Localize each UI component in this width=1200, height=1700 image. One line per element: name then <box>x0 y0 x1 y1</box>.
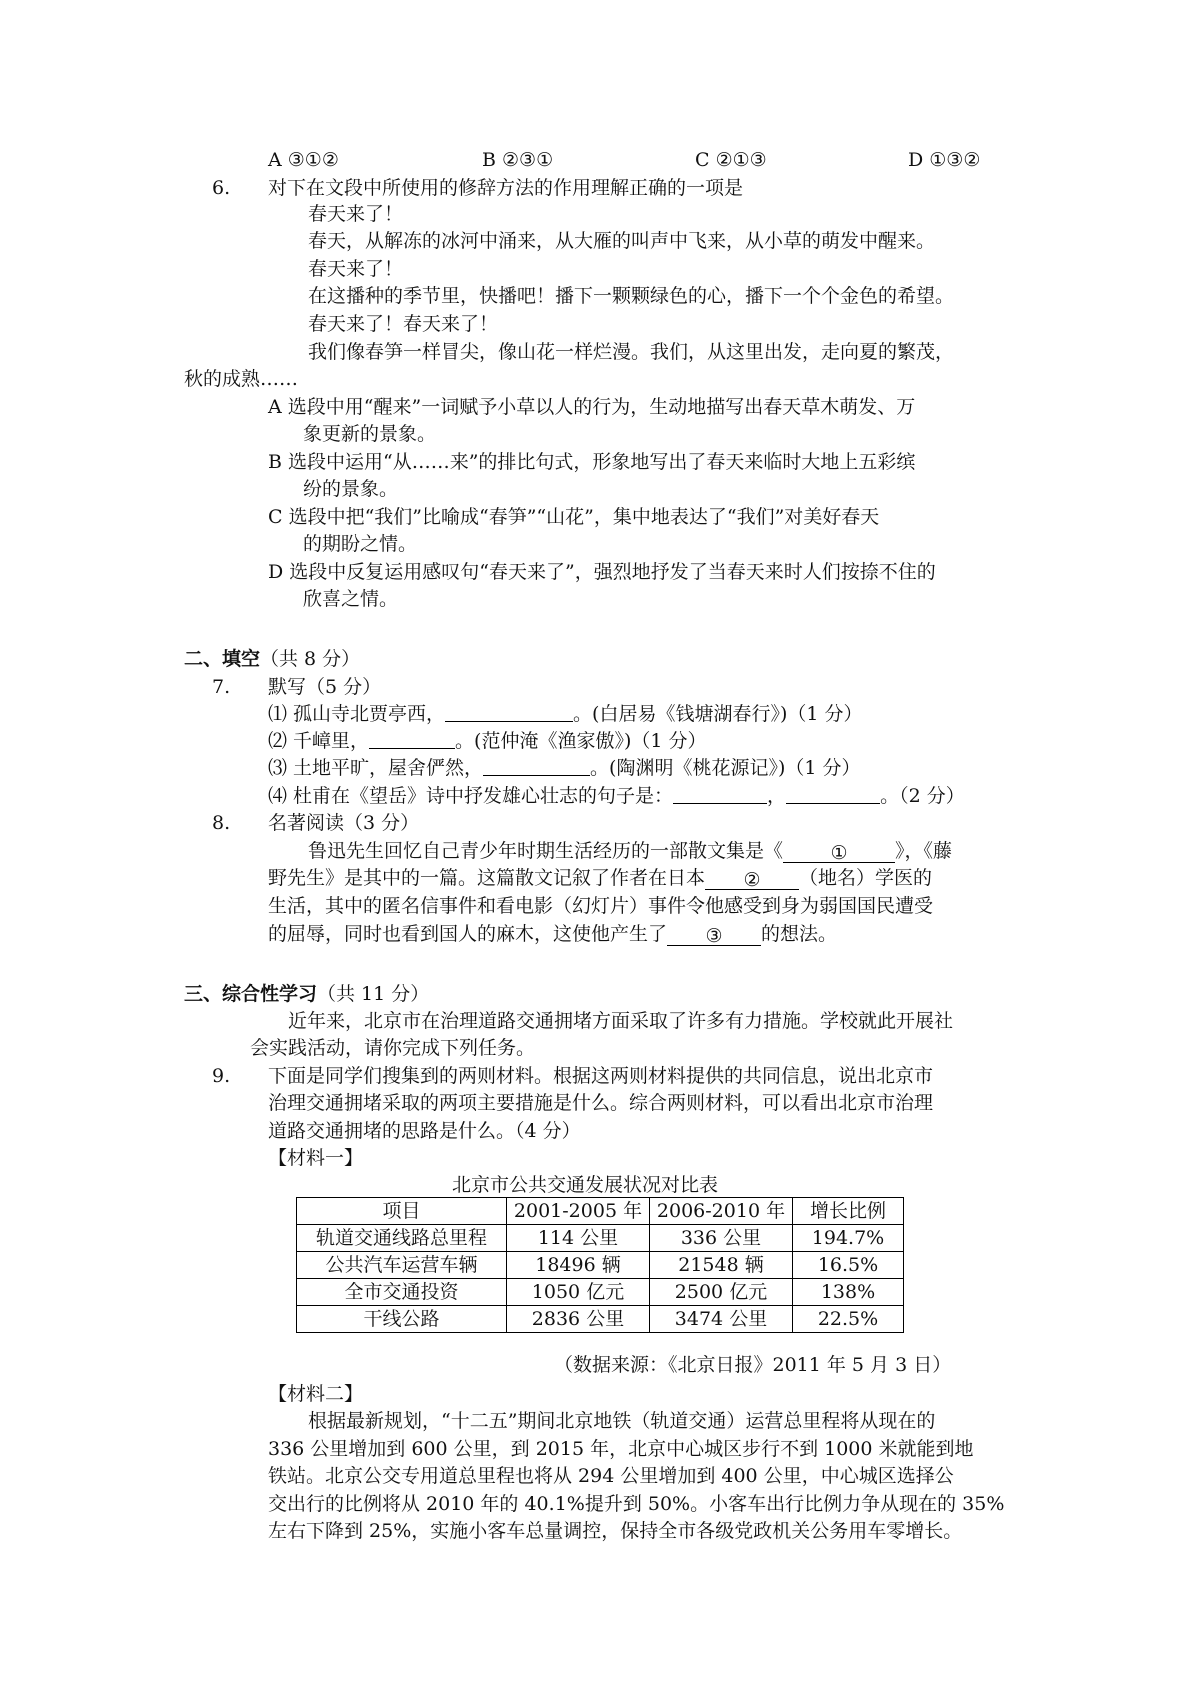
table-cell: 轨道交通线路总里程 <box>297 1225 507 1252</box>
table-cell: 2500 亿元 <box>650 1279 793 1306</box>
table-cell: 公共汽车运营车辆 <box>297 1252 507 1279</box>
q7-item <box>268 701 863 728</box>
table-source: （数据来源：《北京日报》2011 年 5 月 3 日） <box>554 1354 952 1376</box>
q7-item-source: 。(白居易《钱塘湖春行》)（1 分） <box>573 703 863 725</box>
q6-option-d-cont: 欣喜之情。 <box>303 588 399 610</box>
q7-label: 默写（5 分） <box>268 676 382 698</box>
section3-heading <box>184 981 429 1008</box>
q8-text: 野先生》是其中的一篇。这篇散文记叙了作者在日本 <box>268 867 706 889</box>
section3-title: 三、综合性学习 <box>184 983 318 1005</box>
table-cell: 22.5% <box>793 1306 904 1333</box>
table-header-cell: 项目 <box>297 1198 507 1225</box>
q5-option-a: A ③①② <box>268 149 339 171</box>
material2-label: 【材料二】 <box>268 1383 364 1405</box>
q6-passage-line: 在这播种的季节里，快播吧！播下一颗颗绿色的心，播下一个个金色的希望。 <box>308 285 955 307</box>
q6-passage-line: 春天来了！春天来了！ <box>308 313 499 335</box>
q7-item-text: ⑶ 土地平旷，屋舍俨然， <box>268 757 484 779</box>
table-cell: 3474 公里 <box>650 1306 793 1333</box>
table-cell: 18496 辆 <box>507 1252 650 1279</box>
q7-item-text: ⑴ 孤山寺北贾亭西， <box>268 703 446 725</box>
q7-item <box>268 728 707 755</box>
answer-blank[interactable] <box>483 755 590 776</box>
transport-comparison-table <box>296 1197 904 1333</box>
q5-option-c: C ②①③ <box>695 149 767 171</box>
q9-number: 9. <box>212 1065 231 1087</box>
section3-intro: 会实践活动，请你完成下列任务。 <box>250 1037 536 1059</box>
table-cell: 干线公路 <box>297 1306 507 1333</box>
q8-text-line: 生活，其中的匿名信事件和看电影（幻灯片）事件令他感受到身为弱国国民遭受 <box>268 895 934 917</box>
table-cell: 2836 公里 <box>507 1306 650 1333</box>
q7-item-source: 。(范仲淹《渔家傲》)（1 分） <box>455 730 707 752</box>
q8-number: 8. <box>212 812 231 834</box>
material1-label: 【材料一】 <box>268 1147 364 1169</box>
answer-blank[interactable] <box>786 783 880 804</box>
q8-text-line <box>308 838 952 865</box>
q9-text: 下面是同学们搜集到的两则材料。根据这两则材料提供的共同信息，说出北京市 <box>268 1065 934 1087</box>
q6-stem: 对下在文段中所使用的修辞方法的作用理解正确的一项是 <box>268 177 744 199</box>
material2-text: 铁站。北京公交专用道总里程也将从 294 公里增加到 400 公里，中心城区选择公 <box>268 1465 954 1487</box>
q7-item-text: ⑵ 千嶂里， <box>268 730 370 752</box>
q6-option-b-cont: 纷的景象。 <box>303 478 399 500</box>
table-cell: 194.7% <box>793 1225 904 1252</box>
table-header-cell: 增长比例 <box>793 1198 904 1225</box>
table-row <box>297 1225 904 1252</box>
q7-item <box>268 783 965 810</box>
table-cell: 138% <box>793 1279 904 1306</box>
table-cell: 114 公里 <box>507 1225 650 1252</box>
q6-passage-line: 春天来了！ <box>308 258 404 280</box>
table-cell: 1050 亿元 <box>507 1279 650 1306</box>
q6-option-b: B 选段中运用“从……来”的排比句式，形象地写出了春天来临时大地上五彩缤 <box>268 451 916 473</box>
q6-passage-line: 秋的成熟…… <box>184 368 299 390</box>
section2-score: （共 8 分） <box>260 648 361 670</box>
answer-blank-2[interactable]: ② <box>705 869 799 890</box>
table-cell: 16.5% <box>793 1252 904 1279</box>
q6-option-a: A 选段中用“醒来”一词赋予小草以人的行为，生动地描写出春天草木萌发、万 <box>268 396 916 418</box>
q7-item-separator: ， <box>767 785 787 807</box>
material2-text: 336 公里增加到 600 公里，到 2015 年，北京中心城区步行不到 1000 米就能到地 <box>268 1438 974 1460</box>
material2-text: 交出行的比例将从 2010 年的 40.1%提升到 50%。小客车出行比例力争从现在的 35% <box>268 1493 1005 1515</box>
q6-option-c-cont: 的期盼之情。 <box>303 533 418 555</box>
q6-passage-line: 春天，从解冻的冰河中涌来，从大雁的叫声中飞来，从小草的萌发中醒来。 <box>308 230 936 252</box>
q7-item-text: ⑷ 杜甫在《望岳》诗中抒发雄心壮志的句子是： <box>268 785 674 807</box>
q8-text: 的屈辱，同时也看到国人的麻木，这使他产生了 <box>268 923 668 945</box>
q9-text: 治理交通拥堵采取的两项主要措施是什么。综合两则材料，可以看出北京市治理 <box>268 1092 934 1114</box>
section2-title: 二、填空 <box>184 648 261 670</box>
table-header-cell: 2006-2010 年 <box>650 1198 793 1225</box>
table-header-row <box>297 1198 904 1225</box>
q6-number: 6. <box>212 177 231 199</box>
table-cell: 336 公里 <box>650 1225 793 1252</box>
q6-option-c: C 选段中把“我们”比喻成“春笋”“山花”，集中地表达了“我们”对美好春天 <box>268 506 880 528</box>
answer-blank[interactable] <box>369 728 455 749</box>
q6-passage-line: 我们像春笋一样冒尖，像山花一样烂漫。我们，从这里出发，走向夏的繁茂， <box>308 341 955 363</box>
q8-label: 名著阅读（3 分） <box>268 812 420 834</box>
q6-option-d: D 选段中反复运用感叹句“春天来了”，强烈地抒发了当春天来时人们按捺不住的 <box>268 561 936 583</box>
answer-blank[interactable] <box>445 701 573 722</box>
q9-text: 道路交通拥堵的思路是什么。（4 分） <box>268 1120 581 1142</box>
q6-passage-line: 春天来了！ <box>308 203 404 225</box>
q8-text-line <box>268 865 932 892</box>
table-cell: 21548 辆 <box>650 1252 793 1279</box>
q8-text: 鲁迅先生回忆自己青少年时期生活经历的一部散文集是《 <box>308 840 784 862</box>
q8-text: （地名）学医的 <box>799 867 933 889</box>
section3-intro: 近年来，北京市在治理道路交通拥堵方面采取了许多有力措施。学校就此开展社 <box>288 1010 954 1032</box>
answer-blank-1[interactable]: ① <box>783 842 895 863</box>
section3-score: （共 11 分） <box>317 983 430 1005</box>
q6-option-a-cont: 象更新的景象。 <box>303 423 437 445</box>
q5-option-d: D ①③② <box>908 149 981 171</box>
table-cell: 全市交通投资 <box>297 1279 507 1306</box>
q7-item <box>268 755 861 782</box>
q7-item-source: 。（2 分） <box>880 785 965 807</box>
q8-text: 的想法。 <box>761 923 838 945</box>
q7-item-source: 。(陶渊明《桃花源记》)（1 分） <box>590 757 861 779</box>
q8-text: 》，《藤 <box>895 840 953 862</box>
q7-number: 7. <box>212 676 231 698</box>
q8-text-line <box>268 921 837 948</box>
material2-text: 左右下降到 25%，实施小客车总量调控，保持全市各级党政机关公务用车零增长。 <box>268 1520 963 1542</box>
section2-heading <box>184 646 360 673</box>
q5-option-b: B ②③① <box>482 149 554 171</box>
material2-text: 根据最新规划，“十二五”期间北京地铁（轨道交通）运营总里程将从现在的 <box>308 1410 936 1432</box>
answer-blank-3[interactable]: ③ <box>667 925 761 946</box>
table-header-cell: 2001-2005 年 <box>507 1198 650 1225</box>
table-title: 北京市公共交通发展状况对比表 <box>452 1174 719 1196</box>
table-row <box>297 1306 904 1333</box>
table-row <box>297 1252 904 1279</box>
table-row <box>297 1279 904 1306</box>
answer-blank[interactable] <box>673 783 767 804</box>
